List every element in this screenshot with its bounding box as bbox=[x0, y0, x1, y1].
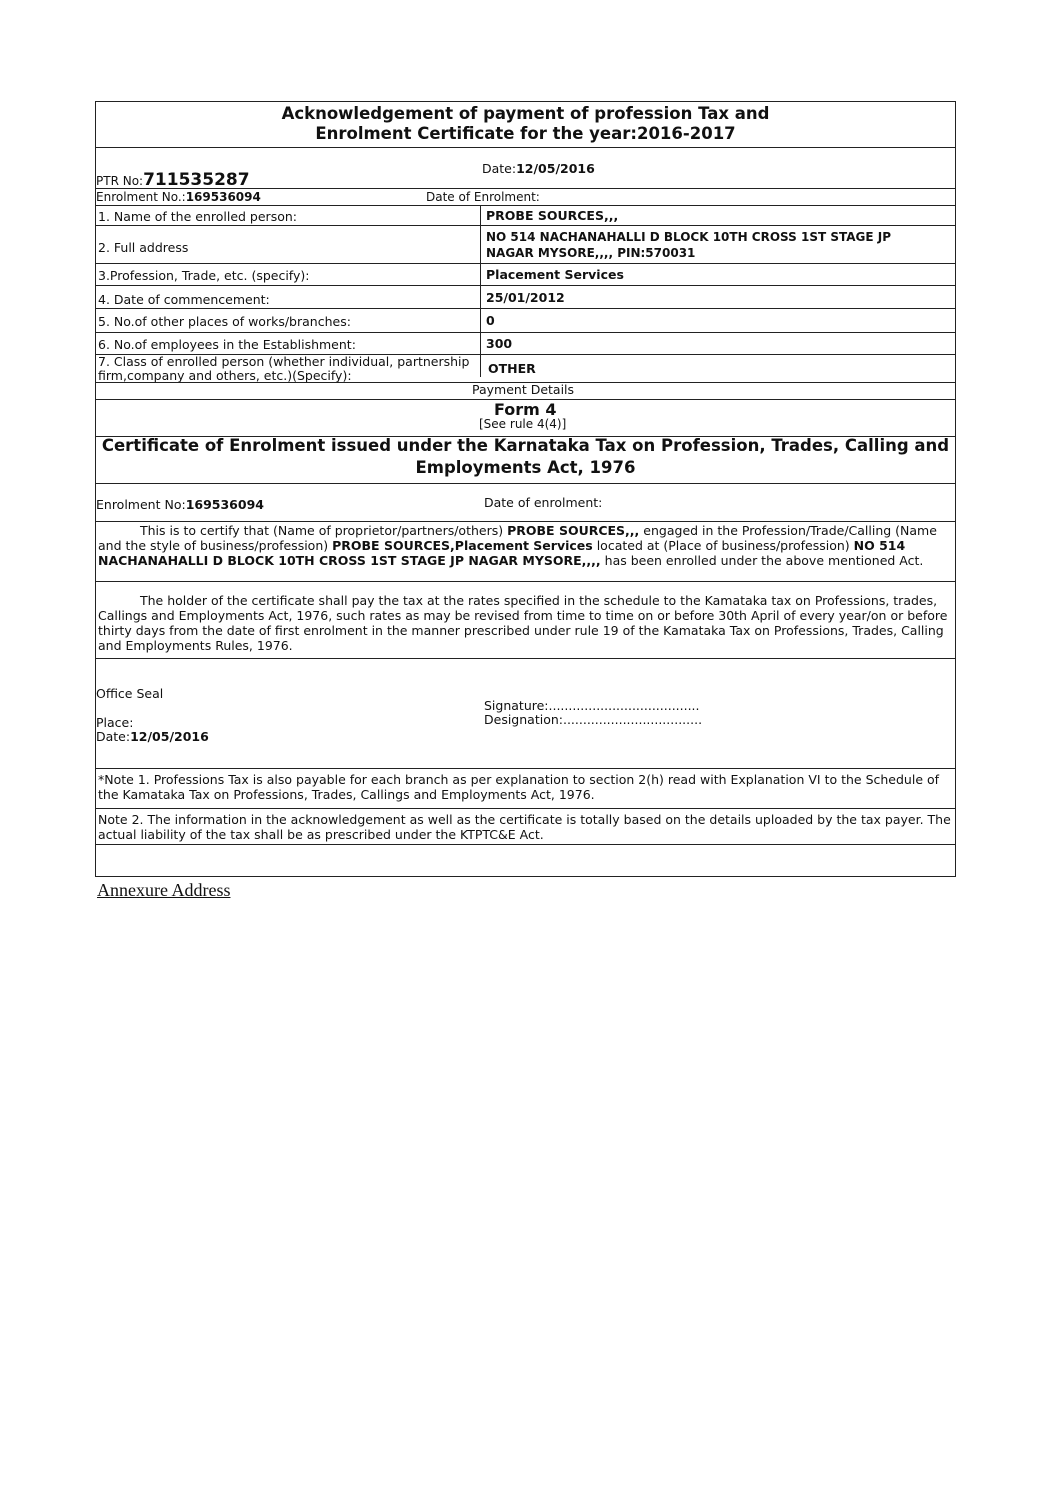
row-class-label-1: 7. Class of enrolled person (whether individual, partnership bbox=[98, 354, 470, 369]
ack-date-of-enrolment: Date of Enrolment: bbox=[426, 190, 540, 204]
holder-paragraph: The holder of the certificate shall pay the tax at the rates specified in the schedule to the Kamataka tax on Professions, trades, Callings and Employments Act, 1976, such rates as may be revised from time to time on or before 30th April of every year/on or before thirty days from the date of first enrolment in the manner prescribed under rule 19 of the Kamataka Tax on Professions, Trades, Calling and Employments Rules, 1976. bbox=[98, 593, 948, 653]
row-class-label-2: firm,company and others, etc.)(Specify): bbox=[98, 368, 352, 383]
note-1: *Note 1. Professions Tax is also payable for each branch as per explanation to section 2(h) read with Explanation VI to the Schedule of the Kamataka Tax on Professions, Trades, Callings and Employments Act, 1976. bbox=[98, 772, 940, 802]
divider bbox=[96, 308, 955, 309]
certify-paragraph: This is to certify that (Name of proprietor/partners/others) PROBE SOURCES,,, engaged in the Profession/Trade/Calling (Name and the style of business/profession) PROBE SOURCES,Placement Services located at (Place of business/profession) NO 514 NACHANAHALLI D BLOCK 10TH CROSS 1ST STAGE JP NAGAR MYSORE,,,, has been enrolled under the above mentioned Act. bbox=[98, 523, 937, 568]
form-rule: [See rule 4(4)] bbox=[479, 417, 567, 431]
row-address-value-2: NAGAR MYSORE,,,, PIN:570031 bbox=[486, 246, 696, 260]
form-enrolment-number: Enrolment No:169536094 bbox=[96, 497, 264, 512]
ack-date: Date:12/05/2016 bbox=[482, 161, 595, 176]
certificate-document bbox=[95, 101, 956, 877]
designation-line: Designation:................................... bbox=[484, 712, 703, 727]
row-profession-label: 3.Profession, Trade, etc. (specify): bbox=[98, 268, 310, 283]
ack-enrolment-number: Enrolment No.:169536094 bbox=[96, 190, 261, 204]
divider bbox=[96, 658, 955, 659]
divider bbox=[96, 285, 955, 286]
divider bbox=[96, 768, 955, 769]
row-branches-label: 5. No.of other places of works/branches: bbox=[98, 314, 351, 329]
divider bbox=[96, 483, 955, 484]
form-date-of-enrolment: Date of enrolment: bbox=[484, 495, 603, 510]
payment-details: Payment Details bbox=[472, 382, 575, 397]
signature-line: Signature:...................................... bbox=[484, 698, 700, 713]
certificate-title-1: Certificate of Enrolment issued under the Karnataka Tax on Profession, Trades, Calling and bbox=[101, 436, 950, 455]
divider bbox=[96, 225, 955, 226]
annexure-address-heading: Annexure Address bbox=[97, 880, 231, 900]
table-divider bbox=[480, 205, 481, 377]
divider bbox=[96, 188, 955, 189]
ptr-number: PTR No:711535287 bbox=[96, 170, 250, 190]
row-name-label: 1. Name of the enrolled person: bbox=[98, 209, 297, 224]
divider bbox=[96, 205, 955, 206]
row-address-value-1: NO 514 NACHANAHALLI D BLOCK 10TH CROSS 1ST STAGE JP bbox=[486, 230, 891, 244]
row-branches-value: 0 bbox=[486, 313, 495, 328]
divider bbox=[96, 263, 955, 264]
row-commencement-label: 4. Date of commencement: bbox=[98, 292, 270, 307]
divider bbox=[96, 521, 955, 522]
divider bbox=[96, 808, 955, 809]
row-class-value: OTHER bbox=[488, 361, 536, 376]
note-2: Note 2. The information in the acknowledgement as well as the certificate is totally based on the details uploaded by the tax payer. The actual liability of the tax shall be as prescribed under the KTPTC&E Act. bbox=[98, 812, 951, 842]
certificate-title-2: Employments Act, 1976 bbox=[415, 458, 636, 477]
divider bbox=[96, 844, 955, 845]
row-address-label: 2. Full address bbox=[98, 240, 189, 255]
row-employees-value: 300 bbox=[486, 336, 513, 351]
title-line-2: Enrolment Certificate for the year:2016-2017 bbox=[315, 124, 736, 143]
divider bbox=[96, 332, 955, 333]
row-commencement-value: 25/01/2012 bbox=[486, 290, 565, 305]
title-line-1: Acknowledgement of payment of profession Tax and bbox=[281, 104, 770, 123]
divider bbox=[96, 147, 955, 148]
row-employees-label: 6. No.of employees in the Establishment: bbox=[98, 337, 356, 352]
row-profession-value: Placement Services bbox=[486, 267, 624, 282]
office-seal: Office Seal bbox=[96, 686, 164, 701]
row-name-value: PROBE SOURCES,,, bbox=[486, 208, 619, 223]
form-title: Form 4 bbox=[494, 400, 557, 419]
place-label: Place: bbox=[96, 715, 134, 730]
seal-date: Date:12/05/2016 bbox=[96, 729, 209, 744]
divider bbox=[96, 581, 955, 582]
